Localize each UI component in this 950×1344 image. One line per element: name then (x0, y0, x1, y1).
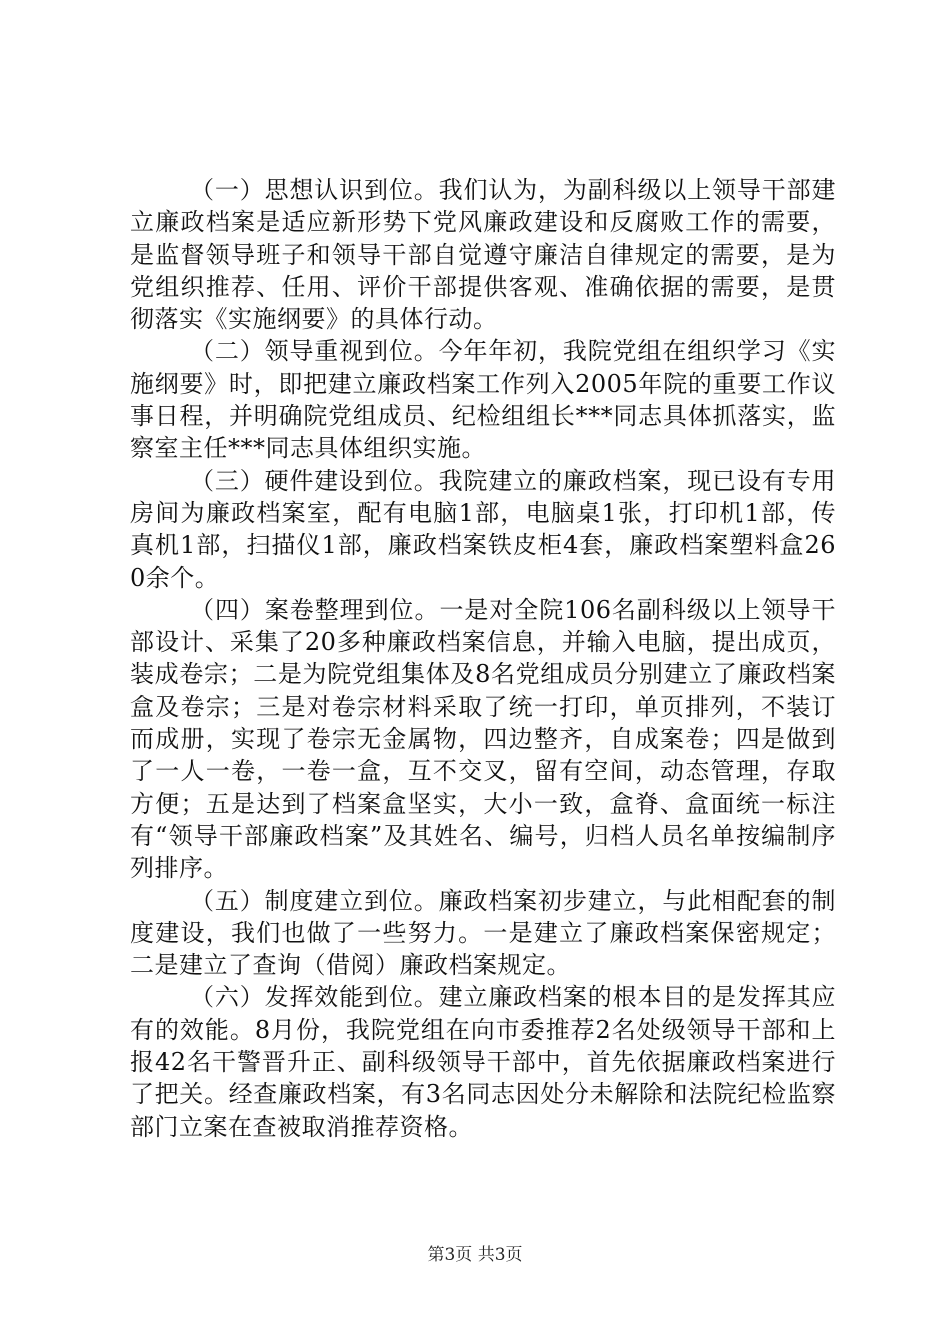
paragraph-1: （一）思想认识到位。我们认为，为副科级以上领导干部建立廉政档案是适应新形势下党风廉政建设和反腐败工作的需要，是监督领导班子和领导干部自觉遵守廉洁自律规定的需要，是为党组织推荐、任用、评价干部提供客观、准确依据的需要，是贯彻落实《实施纲要》的具体行动。 (130, 176, 836, 334)
document-body (130, 174, 836, 1143)
paragraph-2: （二）领导重视到位。今年年初，我院党组在组织学习《实施纲要》时，即把建立廉政档案工作列入2005年院的重要工作议事日程，并明确院党组成员、纪检组组长***同志具体抓落实，监察室主任***同志具体组织实施。 (130, 337, 836, 463)
paragraph-3: （三）硬件建设到位。我院建立的廉政档案，现已设有专用房间为廉政档案室，配有电脑1部，电脑桌1张，打印机1部，传真机1部，扫描仪1部，廉政档案铁皮柜4套，廉政档案塑料盒260余个。 (130, 466, 836, 592)
paragraph-6: （六）发挥效能到位。建立廉政档案的根本目的是发挥其应有的效能。8月份，我院党组在向市委推荐2名处级领导干部和上报42名干警晋升正、副科级领导干部中，首先依据廉政档案进行了把关。经查廉政档案，有3名同志因处分未解除和法院纪检监察部门立案在查被取消推荐资格。 (130, 983, 836, 1141)
paragraph-5: （五）制度建立到位。廉政档案初步建立，与此相配套的制度建设，我们也做了一些努力。一是建立了廉政档案保密规定；二是建立了查询（借阅）廉政档案规定。 (130, 886, 836, 980)
paragraph-4: （四）案卷整理到位。一是对全院106名副科级以上领导干部设计、采集了20多种廉政档案信息，并输入电脑，提出成页，装成卷宗；二是为院党组集体及8名党组成员分别建立了廉政档案盒及卷宗；三是对卷宗材料采取了统一打印，单页排列，不装订而成册，实现了卷宗无金属物，四边整齐，自成案卷；四是做到了一人一卷，一卷一盒，互不交叉，留有空间，动态管理，存取方便；五是达到了档案盒坚实，大小一致，盒脊、盒面统一标注有“领导干部廉政档案”及其姓名、编号，归档人员名单按编制序列排序。 (130, 595, 836, 883)
page-footer: 第3页 共3页 (427, 1245, 523, 1265)
